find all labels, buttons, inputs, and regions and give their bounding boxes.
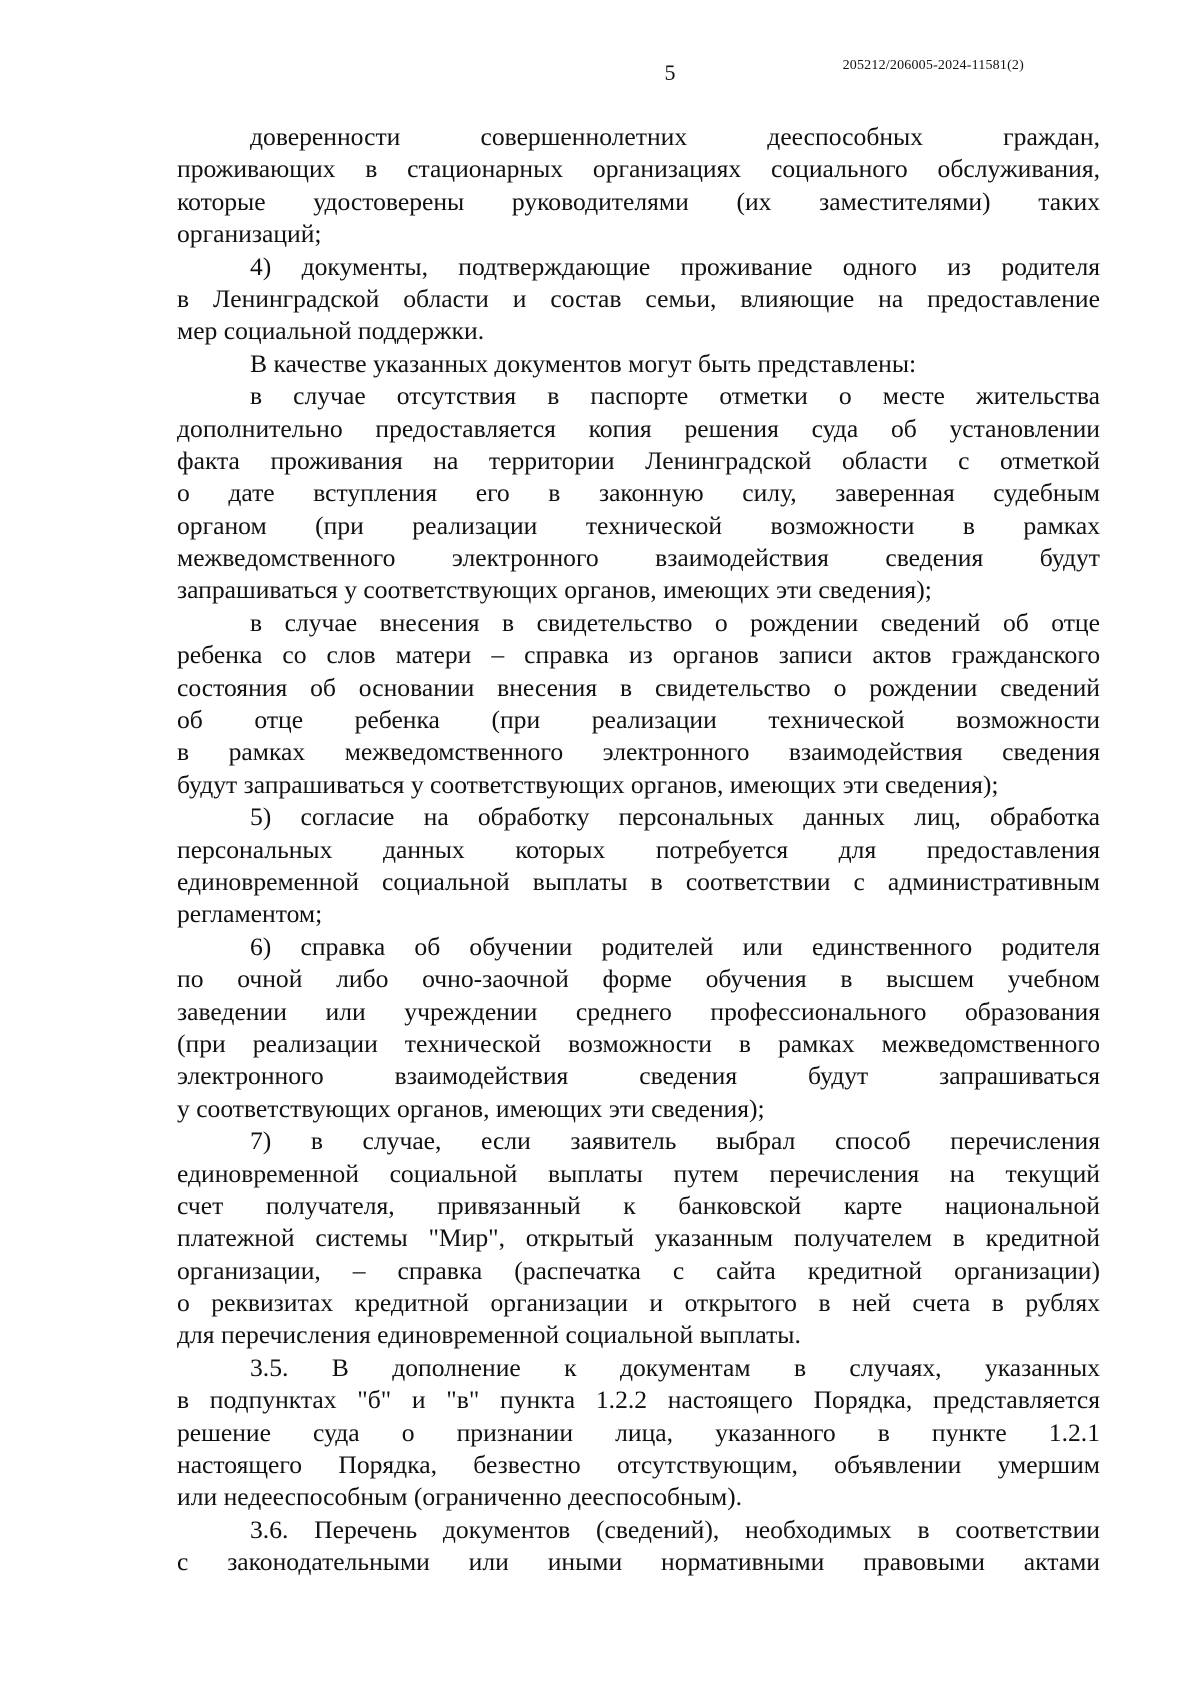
- page-number: 5: [664, 60, 676, 85]
- text-line: по очной либо очно-заочной форме обучения в высшем учебном: [177, 964, 1100, 994]
- text-line: с законодательными или иными нормативными правовыми актами: [177, 1547, 1100, 1577]
- text-line: настоящего Порядка, безвестно отсутствующим, объявлении умершим: [177, 1450, 1100, 1480]
- text-line: запрашиваться у соответствующих органов, имеющих эти сведения);: [177, 575, 932, 605]
- text-line: счет получателя, привязанный к банковской карте национальной: [177, 1190, 1100, 1220]
- text-line: (при реализации технической возможности в рамках межведомственного: [177, 1028, 1100, 1058]
- text-line: будут запрашиваться у соответствующих органов, имеющих эти сведения);: [177, 769, 999, 799]
- text-line: о дате вступления его в законную силу, заверенная судебным: [177, 478, 1100, 508]
- text-line: проживающих в стационарных организациях социального обслуживания,: [177, 154, 1100, 184]
- text-line: 5) согласие на обработку персональных данных лиц, обработка: [250, 802, 1100, 832]
- text-line: 4) документы, подтверждающие проживание одного из родителя: [250, 251, 1100, 281]
- text-line: персональных данных которых потребуется для предоставления: [177, 834, 1100, 864]
- text-line: или недееспособным (ограниченно дееспособным).: [177, 1482, 743, 1512]
- text-line: организации, – справка (распечатка с сайта кредитной организации): [177, 1255, 1100, 1285]
- text-line: дополнительно предоставляется копия решения суда об установлении: [177, 413, 1100, 443]
- text-line: в случае внесения в свидетельство о рождении сведений об отце: [250, 607, 1100, 637]
- document-body: [177, 121, 1100, 1579]
- document-id: 205212/206005-2024-11581(2): [842, 58, 1024, 73]
- text-line: органом (при реализации технической возможности в рамках: [177, 510, 1100, 540]
- text-line: в подпунктах "б" и "в" пункта 1.2.2 настоящего Порядка, представляется: [177, 1385, 1100, 1415]
- text-line: организаций;: [177, 219, 322, 249]
- text-line: заведении или учреждении среднего профессионального образования: [177, 996, 1100, 1026]
- text-line: для перечисления единовременной социальной выплаты.: [177, 1320, 801, 1350]
- text-line: 3.5. В дополнение к документам в случаях, указанных: [250, 1352, 1100, 1382]
- text-line: ребенка со слов матери – справка из органов записи актов гражданского: [177, 640, 1100, 670]
- text-line: об отце ребенка (при реализации технической возможности: [177, 705, 1100, 735]
- text-line: у соответствующих органов, имеющих эти сведения);: [177, 1093, 765, 1123]
- text-line: в Ленинградской области и состав семьи, влияющие на предоставление: [177, 283, 1100, 313]
- text-line: мер социальной поддержки.: [177, 316, 485, 346]
- text-line: состояния об основании внесения в свидетельство о рождении сведений: [177, 672, 1100, 702]
- text-line: решение суда о признании лица, указанного в пункте 1.2.1: [177, 1417, 1100, 1447]
- text-line: в случае отсутствия в паспорте отметки о месте жительства: [250, 381, 1100, 411]
- text-line: в рамках межведомственного электронного взаимодействия сведения: [177, 737, 1100, 767]
- text-line: электронного взаимодействия сведения будут запрашиваться: [177, 1061, 1100, 1091]
- text-line: В качестве указанных документов могут быть представлены:: [250, 348, 917, 378]
- text-line: платежной системы "Мир", открытый указанным получателем в кредитной: [177, 1223, 1100, 1253]
- text-line: доверенности совершеннолетних дееспособных граждан,: [250, 122, 1100, 151]
- text-line: межведомственного электронного взаимодействия сведения будут: [177, 543, 1100, 573]
- text-line: факта проживания на территории Ленинградской области с отметкой: [177, 445, 1100, 475]
- text-line: 6) справка об обучении родителей или единственного родителя: [250, 931, 1100, 961]
- text-line: о реквизитах кредитной организации и открытого в ней счета в рублях: [177, 1288, 1100, 1318]
- text-line: которые удостоверены руководителями (их заместителями) таких: [177, 186, 1100, 216]
- text-line: 3.6. Перечень документов (сведений), необходимых в соответствии: [250, 1514, 1100, 1544]
- text-line: единовременной социальной выплаты в соответствии с административным: [177, 866, 1100, 896]
- text-line: 7) в случае, если заявитель выбрал способ перечисления: [250, 1126, 1100, 1156]
- text-line: единовременной социальной выплаты путем перечисления на текущий: [177, 1158, 1100, 1188]
- text-line: регламентом;: [177, 899, 323, 929]
